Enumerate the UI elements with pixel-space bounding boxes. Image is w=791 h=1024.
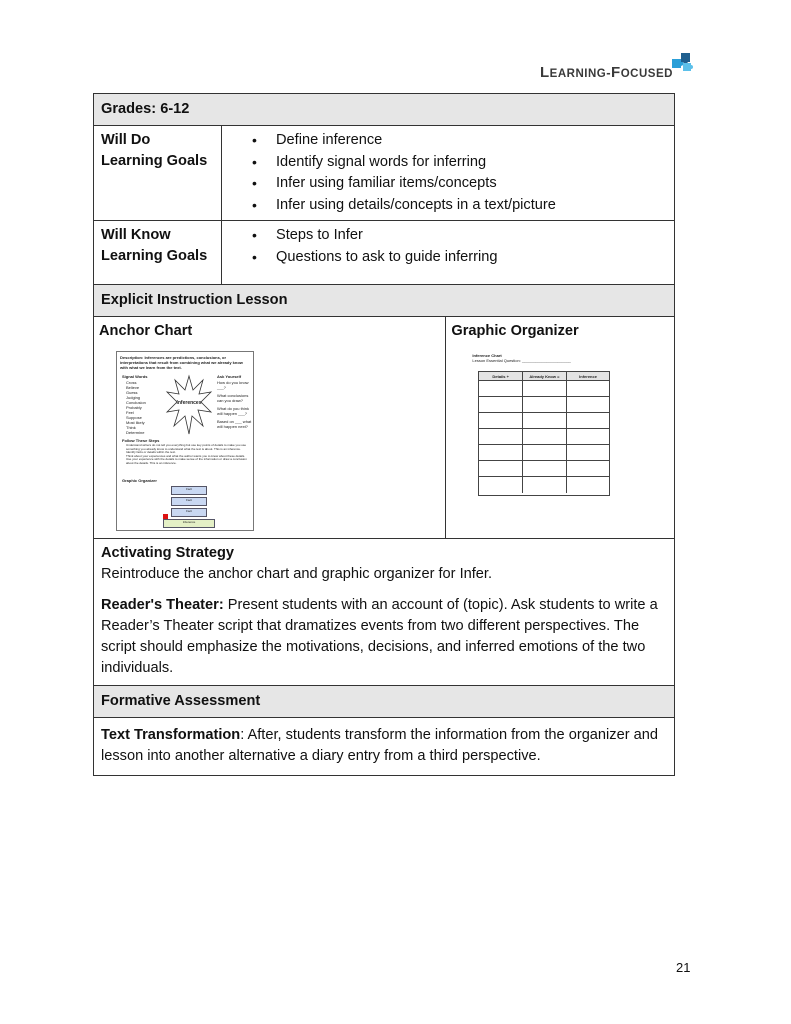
grades-header: Grades: 6-12 bbox=[94, 94, 675, 126]
anchor-chart-title: Anchor Chart bbox=[99, 323, 193, 339]
ask-yourself-title: Ask Yourself bbox=[217, 374, 242, 379]
signal-words-list bbox=[126, 380, 146, 435]
inference-chart-cell bbox=[523, 413, 567, 428]
column-header-operator: = bbox=[557, 374, 560, 379]
will-know-label-line: Will Know bbox=[101, 227, 171, 243]
column-header-label: Details bbox=[492, 374, 506, 379]
list-item: Believe bbox=[126, 385, 140, 390]
inference-chart-cell bbox=[479, 381, 523, 396]
list-item: Determine bbox=[126, 430, 145, 435]
column-header bbox=[567, 372, 610, 380]
inference-chart-cell bbox=[567, 461, 610, 476]
will-know-label bbox=[94, 221, 222, 285]
list-item: Conclusion bbox=[126, 400, 146, 405]
inference-chart-row bbox=[479, 461, 609, 477]
readers-theater-label: Reader's Theater: bbox=[101, 597, 224, 613]
column-header bbox=[479, 372, 523, 380]
inference-chart-cell bbox=[479, 429, 523, 444]
list-item: Guess bbox=[126, 390, 138, 395]
signal-words-title: Signal Words bbox=[122, 374, 148, 379]
readers-theater-text: Present students with an account of (topic). Ask students to write a Reader’s Theater script that dramatizes events from two different perspectives. The script should emphasize the motivations, decisions, and inferred emotions of the two individuals. bbox=[101, 597, 658, 676]
inference-chart-grid bbox=[478, 371, 610, 496]
will-do-label-line: Learning Goals bbox=[101, 153, 208, 169]
inference-chart-title: Inference Chart bbox=[472, 353, 502, 358]
inference-chart-cell bbox=[567, 381, 610, 396]
text-transformation-label: Text Transformation bbox=[101, 727, 241, 743]
column-header bbox=[523, 372, 567, 380]
lesson-plan-table bbox=[93, 93, 675, 776]
list-item: • Identify signal words for inferring bbox=[252, 152, 666, 174]
text-transformation-cell bbox=[94, 718, 675, 776]
graphic-organizer-cell bbox=[446, 317, 675, 539]
follow-steps-title: Follow These Steps bbox=[122, 438, 160, 443]
will-do-label bbox=[94, 126, 222, 221]
inference-chart-rows bbox=[479, 381, 609, 493]
logo-letter: F bbox=[611, 64, 621, 81]
fact-box: Fact bbox=[171, 508, 207, 517]
list-item: Use your experience with the details to make sense of the information or draw a conclusion about the details. This is an inference. bbox=[126, 457, 247, 465]
inference-chart-cell bbox=[523, 445, 567, 460]
list-item: How do you know ___? bbox=[217, 380, 249, 390]
graphic-organizer-thumbnail bbox=[472, 353, 612, 363]
inference-chart-cell bbox=[523, 381, 567, 396]
inference-chart-cell bbox=[479, 461, 523, 476]
inference-chart-cell bbox=[523, 429, 567, 444]
will-do-label-line: Will Do bbox=[101, 132, 151, 148]
anchor-chart-cell bbox=[94, 317, 446, 539]
inference-chart-header bbox=[479, 372, 609, 381]
list-item: Think bbox=[126, 425, 136, 430]
list-item: Understand writers do not tell you everything but use key points of details to make you use something you already know to understand what the text is about. This is an inference. bbox=[126, 444, 247, 451]
fact-box: Fact bbox=[171, 486, 207, 495]
learning-focused-logo bbox=[540, 50, 700, 84]
will-know-label-line: Learning Goals bbox=[101, 248, 208, 264]
will-know-row bbox=[94, 221, 675, 285]
inference-chart-row bbox=[479, 381, 609, 397]
logo-letter: L bbox=[540, 64, 550, 81]
list-item: Identify facts or details within the text. bbox=[126, 450, 176, 454]
explicit-instruction-header: Explicit Instruction Lesson bbox=[94, 285, 675, 317]
inference-chart-cell bbox=[523, 477, 567, 493]
list-item: What do you think will happen ___? bbox=[217, 406, 250, 416]
inference-chart-row bbox=[479, 413, 609, 429]
ask-yourself-list bbox=[217, 380, 253, 429]
inference-box: Inference bbox=[163, 519, 215, 528]
column-header-operator: + bbox=[506, 374, 509, 379]
activating-strategy-title: Activating Strategy bbox=[101, 545, 234, 561]
list-item: • Infer using familiar items/concepts bbox=[252, 173, 666, 195]
formative-assessment-header: Formative Assessment bbox=[94, 686, 675, 718]
inference-chart-cell bbox=[567, 477, 610, 493]
list-item: Think about your experiences and what the author wants you to know about these details. bbox=[126, 453, 246, 458]
column-header-label: Already Know bbox=[529, 374, 556, 379]
list-item: • Questions to ask to guide inferring bbox=[252, 247, 666, 269]
list-item: • Steps to Infer bbox=[252, 225, 666, 247]
inference-chart-cell bbox=[479, 413, 523, 428]
inference-chart-row bbox=[479, 429, 609, 445]
inference-chart-cell bbox=[567, 429, 610, 444]
logo-separator: - bbox=[606, 65, 612, 80]
list-item: • Define inference bbox=[252, 130, 666, 152]
will-do-goals bbox=[222, 126, 675, 221]
inference-chart-cell bbox=[479, 445, 523, 460]
list-item: • Infer using details/concepts in a text/picture bbox=[252, 195, 666, 217]
text-transformation-text: : After, students transform the information from the organizer and lesson into another alternative a diary entry from a third perspective. bbox=[101, 727, 658, 764]
will-do-row bbox=[94, 126, 675, 221]
inference-chart-cell bbox=[567, 445, 610, 460]
anchor-organizer-row bbox=[94, 317, 675, 539]
puzzle-logo-icon bbox=[670, 50, 696, 76]
list-item: Most likely bbox=[126, 420, 145, 425]
logo-wordmark bbox=[540, 64, 673, 82]
essential-question-line: Lesson Essential Question: ______________________ bbox=[472, 358, 571, 363]
list-item: Suppose bbox=[126, 415, 142, 420]
logo-text: OCUSED bbox=[620, 68, 673, 80]
fact-box: Fact bbox=[171, 497, 207, 506]
inference-chart-cell bbox=[567, 397, 610, 412]
graphic-organizer-title: Graphic Organizer bbox=[451, 323, 579, 339]
list-item: Based on ___ what will happen next? bbox=[217, 419, 252, 429]
activating-strategy-cell bbox=[94, 539, 675, 686]
logo-text: EARNING bbox=[549, 68, 607, 80]
inference-chart-row bbox=[479, 445, 609, 461]
inference-burst-shape bbox=[165, 374, 213, 438]
inference-chart-cell bbox=[567, 413, 610, 428]
list-item: Cross bbox=[126, 380, 137, 385]
inference-chart-row bbox=[479, 397, 609, 413]
list-item: Judging bbox=[126, 395, 141, 400]
inference-chart-row bbox=[479, 477, 609, 493]
anchor-description: Description: Inferences are predictions, conclusions, or interpretations that result from combining what we already know with what we learn from the text. bbox=[120, 355, 243, 370]
list-item: Feel bbox=[126, 410, 134, 415]
inference-chart-cell bbox=[479, 397, 523, 412]
inference-chart-cell bbox=[523, 461, 567, 476]
follow-steps-list bbox=[126, 444, 250, 476]
list-item: What conclusions can you draw? bbox=[217, 393, 249, 403]
inference-burst-label: Inferences bbox=[176, 400, 202, 406]
graphic-organizer-mini-title: Graphic Organizer bbox=[122, 478, 157, 483]
inference-chart-cell bbox=[479, 477, 523, 493]
page-number: 21 bbox=[676, 960, 691, 975]
column-header-label: Inference bbox=[579, 374, 597, 379]
list-item: Probably bbox=[126, 405, 142, 410]
anchor-chart-thumbnail bbox=[116, 351, 254, 531]
activating-strategy-text: Reintroduce the anchor chart and graphic organizer for Infer. bbox=[101, 566, 493, 582]
inference-chart-cell bbox=[523, 397, 567, 412]
will-know-goals bbox=[222, 221, 675, 285]
